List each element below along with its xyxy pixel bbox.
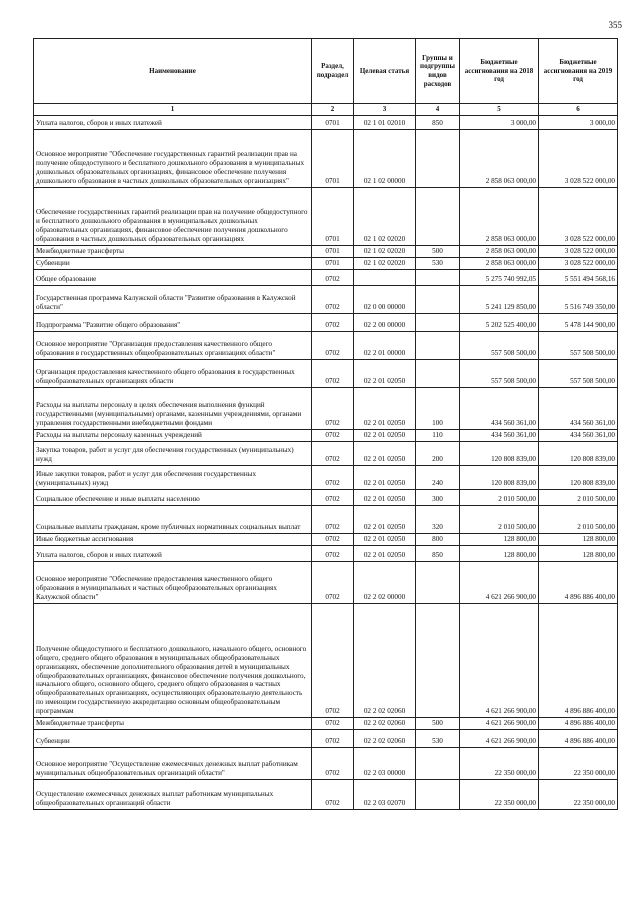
row-2019: 128 800,00 <box>539 533 618 545</box>
row-2019: 2 010 500,00 <box>539 505 618 533</box>
row-section: 0702 <box>312 359 354 387</box>
row-2018: 2 858 063 000,00 <box>460 257 539 269</box>
row-2018: 434 560 361,00 <box>460 429 539 441</box>
row-2019: 4 896 886 400,00 <box>539 729 618 747</box>
row-section: 0701 <box>312 115 354 129</box>
table-row <box>34 257 618 269</box>
page-number: 355 <box>608 20 622 30</box>
row-2018: 2 858 063 000,00 <box>460 187 539 245</box>
row-2018: 22 350 000,00 <box>460 747 539 779</box>
row-2019: 4 896 886 400,00 <box>539 717 618 729</box>
row-2019: 5 478 144 900,00 <box>539 313 618 331</box>
column-number: 5 <box>460 104 539 116</box>
row-2019: 434 560 361,00 <box>539 387 618 429</box>
header-groups: Группы и подгруппы видов расходов <box>416 39 460 104</box>
row-target: 02 2 02 02060 <box>354 729 416 747</box>
table-row <box>34 129 618 187</box>
row-2018: 5 202 525 400,00 <box>460 313 539 331</box>
table-row <box>34 779 618 809</box>
row-2018: 2 858 063 000,00 <box>460 245 539 257</box>
row-target: 02 2 02 02060 <box>354 717 416 729</box>
row-group: 500 <box>416 245 460 257</box>
row-2018: 5 241 129 850,00 <box>460 285 539 313</box>
row-group: 320 <box>416 505 460 533</box>
table-row <box>34 245 618 257</box>
table-row <box>34 465 618 489</box>
row-2019: 3 028 522 000,00 <box>539 129 618 187</box>
row-target: 02 2 01 02050 <box>354 489 416 505</box>
row-target: 02 2 01 02050 <box>354 387 416 429</box>
row-2019: 557 508 500,00 <box>539 359 618 387</box>
row-2018: 557 508 500,00 <box>460 359 539 387</box>
row-2019: 3 028 522 000,00 <box>539 187 618 245</box>
row-section: 0702 <box>312 729 354 747</box>
row-target: 02 2 01 02050 <box>354 429 416 441</box>
table-row <box>34 603 618 717</box>
table-row <box>34 441 618 465</box>
row-section: 0702 <box>312 505 354 533</box>
header-2019: Бюджетные ассигнования на 2019 год <box>539 39 618 104</box>
header-row <box>34 39 618 104</box>
row-target: 02 2 01 02050 <box>354 533 416 545</box>
row-name: Уплата налогов, сборов и иных платежей <box>34 115 312 129</box>
table-row <box>34 313 618 331</box>
row-group <box>416 561 460 603</box>
table-row <box>34 187 618 245</box>
row-2018: 128 800,00 <box>460 545 539 561</box>
row-target: 02 2 01 02050 <box>354 505 416 533</box>
row-name: Организация предоставления качественного общего образования в государственных общеобразовательных организациях области <box>34 359 312 387</box>
table-row <box>34 505 618 533</box>
row-name: Осуществление ежемесячных денежных выплат работникам муниципальных общеобразовательных организаций области <box>34 779 312 809</box>
row-section: 0702 <box>312 561 354 603</box>
column-number: 6 <box>539 104 618 116</box>
row-name: Иные бюджетные ассигнования <box>34 533 312 545</box>
column-number: 2 <box>312 104 354 116</box>
row-name: Основное мероприятие "Осуществление ежемесячных денежных выплат работникам муниципальных общеобразовательных организаций области" <box>34 747 312 779</box>
row-group <box>416 747 460 779</box>
row-section: 0702 <box>312 545 354 561</box>
row-2019: 5 551 494 568,16 <box>539 269 618 285</box>
row-name: Расходы на выплаты персоналу в целях обеспечения выполнения функций государственными (муниципальными) органами, казенными учреждениями, органами управления государственными внебюджетными фондами <box>34 387 312 429</box>
row-2018: 4 621 266 900,00 <box>460 603 539 717</box>
row-name: Социальное обеспечение и иные выплаты населению <box>34 489 312 505</box>
row-group: 300 <box>416 489 460 505</box>
row-group: 530 <box>416 257 460 269</box>
row-group <box>416 269 460 285</box>
row-name: Иные закупки товаров, работ и услуг для обеспечения государственных (муниципальных) нужд <box>34 465 312 489</box>
row-name: Основное мероприятие "Обеспечение предоставления качественного общего образования в муниципальных и частных общеобразовательных организациях Калужской области" <box>34 561 312 603</box>
row-section: 0702 <box>312 603 354 717</box>
row-2019: 3 028 522 000,00 <box>539 257 618 269</box>
row-2019: 128 800,00 <box>539 545 618 561</box>
row-target: 02 2 01 02050 <box>354 441 416 465</box>
row-section: 0702 <box>312 387 354 429</box>
table-row <box>34 533 618 545</box>
row-group: 850 <box>416 115 460 129</box>
row-section: 0702 <box>312 313 354 331</box>
row-name: Получение общедоступного и бесплатного дошкольного, начального общего, основного общего, среднего общего образования в муниципальных общеобразовательных организациях, обеспечение дополнительного образования детей в муниципальных общеобразовательных организациях, финансовое обеспечение получения дошкольного, начального общего, основного общего, среднего общего образования в частных общеобразовательных организациях, осуществляющих образовательную деятельность по имеющим государственную аккредитацию основным общеобразовательным программам <box>34 603 312 717</box>
table-row <box>34 429 618 441</box>
table-row <box>34 387 618 429</box>
row-group <box>416 313 460 331</box>
row-name: Общее образование <box>34 269 312 285</box>
row-2018: 4 621 266 900,00 <box>460 561 539 603</box>
row-group: 200 <box>416 441 460 465</box>
table-row <box>34 747 618 779</box>
row-section: 0701 <box>312 187 354 245</box>
header-2018: Бюджетные ассигнования на 2018 год <box>460 39 539 104</box>
row-group: 500 <box>416 717 460 729</box>
row-section: 0701 <box>312 245 354 257</box>
row-section: 0702 <box>312 747 354 779</box>
row-target: 02 2 02 02060 <box>354 603 416 717</box>
row-section: 0702 <box>312 441 354 465</box>
row-name: Межбюджетные трансферты <box>34 245 312 257</box>
column-number: 4 <box>416 104 460 116</box>
row-name: Субвенции <box>34 257 312 269</box>
column-number: 1 <box>34 104 312 116</box>
row-2019: 120 808 839,00 <box>539 465 618 489</box>
row-2019: 3 000,00 <box>539 115 618 129</box>
table-row <box>34 489 618 505</box>
row-group: 110 <box>416 429 460 441</box>
row-group <box>416 187 460 245</box>
row-2019: 22 350 000,00 <box>539 779 618 809</box>
row-2019: 3 028 522 000,00 <box>539 245 618 257</box>
row-2018: 4 621 266 900,00 <box>460 717 539 729</box>
table-row <box>34 331 618 359</box>
row-group <box>416 129 460 187</box>
row-2019: 5 516 749 350,00 <box>539 285 618 313</box>
row-target: 02 1 02 02020 <box>354 257 416 269</box>
row-2018: 128 800,00 <box>460 533 539 545</box>
row-2019: 557 508 500,00 <box>539 331 618 359</box>
row-2019: 4 896 886 400,00 <box>539 603 618 717</box>
row-group <box>416 331 460 359</box>
row-target: 02 2 00 00000 <box>354 313 416 331</box>
row-group: 800 <box>416 533 460 545</box>
row-2019: 120 808 839,00 <box>539 441 618 465</box>
row-section: 0702 <box>312 779 354 809</box>
row-group <box>416 603 460 717</box>
row-2019: 434 560 361,00 <box>539 429 618 441</box>
row-target: 02 2 01 02050 <box>354 465 416 489</box>
row-name: Социальные выплаты гражданам, кроме публичных нормативных социальных выплат <box>34 505 312 533</box>
table-row <box>34 717 618 729</box>
row-name: Уплата налогов, сборов и иных платежей <box>34 545 312 561</box>
row-target: 02 2 01 00000 <box>354 331 416 359</box>
row-name: Закупка товаров, работ и услуг для обеспечения государственных (муниципальных) нужд <box>34 441 312 465</box>
row-group <box>416 285 460 313</box>
row-2019: 22 350 000,00 <box>539 747 618 779</box>
row-2018: 4 621 266 900,00 <box>460 729 539 747</box>
row-target: 02 1 02 02020 <box>354 187 416 245</box>
row-2018: 120 808 839,00 <box>460 441 539 465</box>
row-name: Межбюджетные трансферты <box>34 717 312 729</box>
row-section: 0701 <box>312 257 354 269</box>
row-2018: 2 010 500,00 <box>460 505 539 533</box>
row-target: 02 1 02 00000 <box>354 129 416 187</box>
table-row <box>34 269 618 285</box>
row-2018: 5 275 740 992,05 <box>460 269 539 285</box>
row-2019: 2 010 500,00 <box>539 489 618 505</box>
table-row <box>34 359 618 387</box>
row-name: Субвенции <box>34 729 312 747</box>
header-section: Раздел, подраздел <box>312 39 354 104</box>
table-row <box>34 545 618 561</box>
row-section: 0702 <box>312 465 354 489</box>
row-section: 0702 <box>312 717 354 729</box>
row-2018: 2 010 500,00 <box>460 489 539 505</box>
column-number: 3 <box>354 104 416 116</box>
row-name: Обеспечение государственных гарантий реализации прав на получение общедоступного и бесплатного дошкольного образования в муниципальных дошкольных образовательных организациях, финансовое обеспечение получения дошкольного образования в частных дошкольных образовательных организациях <box>34 187 312 245</box>
row-name: Расходы на выплаты персоналу казенных учреждений <box>34 429 312 441</box>
row-section: 0702 <box>312 331 354 359</box>
table-row <box>34 115 618 129</box>
row-section: 0702 <box>312 489 354 505</box>
row-target: 02 2 01 02050 <box>354 359 416 387</box>
row-target: 02 1 02 02020 <box>354 245 416 257</box>
row-section: 0702 <box>312 285 354 313</box>
row-group: 850 <box>416 545 460 561</box>
header-name: Наименование <box>34 39 312 104</box>
row-target <box>354 269 416 285</box>
row-name: Подпрограмма "Развитие общего образования" <box>34 313 312 331</box>
row-2018: 120 808 839,00 <box>460 465 539 489</box>
row-group: 240 <box>416 465 460 489</box>
row-target: 02 1 01 02010 <box>354 115 416 129</box>
row-group: 530 <box>416 729 460 747</box>
column-number-row <box>34 104 618 116</box>
table-row <box>34 285 618 313</box>
row-target: 02 2 01 02050 <box>354 545 416 561</box>
row-name: Государственная программа Калужской области "Развитие образования в Калужской области" <box>34 285 312 313</box>
header-target: Целевая статья <box>354 39 416 104</box>
row-2018: 557 508 500,00 <box>460 331 539 359</box>
row-group <box>416 779 460 809</box>
table-row <box>34 729 618 747</box>
row-target: 02 2 03 02070 <box>354 779 416 809</box>
row-section: 0701 <box>312 129 354 187</box>
row-2018: 434 560 361,00 <box>460 387 539 429</box>
row-2018: 2 858 063 000,00 <box>460 129 539 187</box>
row-name: Основное мероприятие "Организация предоставления качественного общего образования в государственных общеобразовательных организациях области" <box>34 331 312 359</box>
row-section: 0702 <box>312 429 354 441</box>
row-target: 02 2 02 00000 <box>354 561 416 603</box>
row-2019: 4 896 886 400,00 <box>539 561 618 603</box>
row-group <box>416 359 460 387</box>
row-2018: 3 000,00 <box>460 115 539 129</box>
row-section: 0702 <box>312 533 354 545</box>
row-section: 0702 <box>312 269 354 285</box>
row-group: 100 <box>416 387 460 429</box>
budget-table <box>33 38 618 810</box>
row-target: 02 0 00 00000 <box>354 285 416 313</box>
row-name: Основное мероприятие "Обеспечение государственных гарантий реализации прав на получение общедоступного и бесплатного дошкольного образования в муниципальных дошкольных образовательных организациях, финансовое обеспечение получения дошкольного образования в частных дошкольных образовательных организациях" <box>34 129 312 187</box>
row-2018: 22 350 000,00 <box>460 779 539 809</box>
table-row <box>34 561 618 603</box>
row-target: 02 2 03 00000 <box>354 747 416 779</box>
